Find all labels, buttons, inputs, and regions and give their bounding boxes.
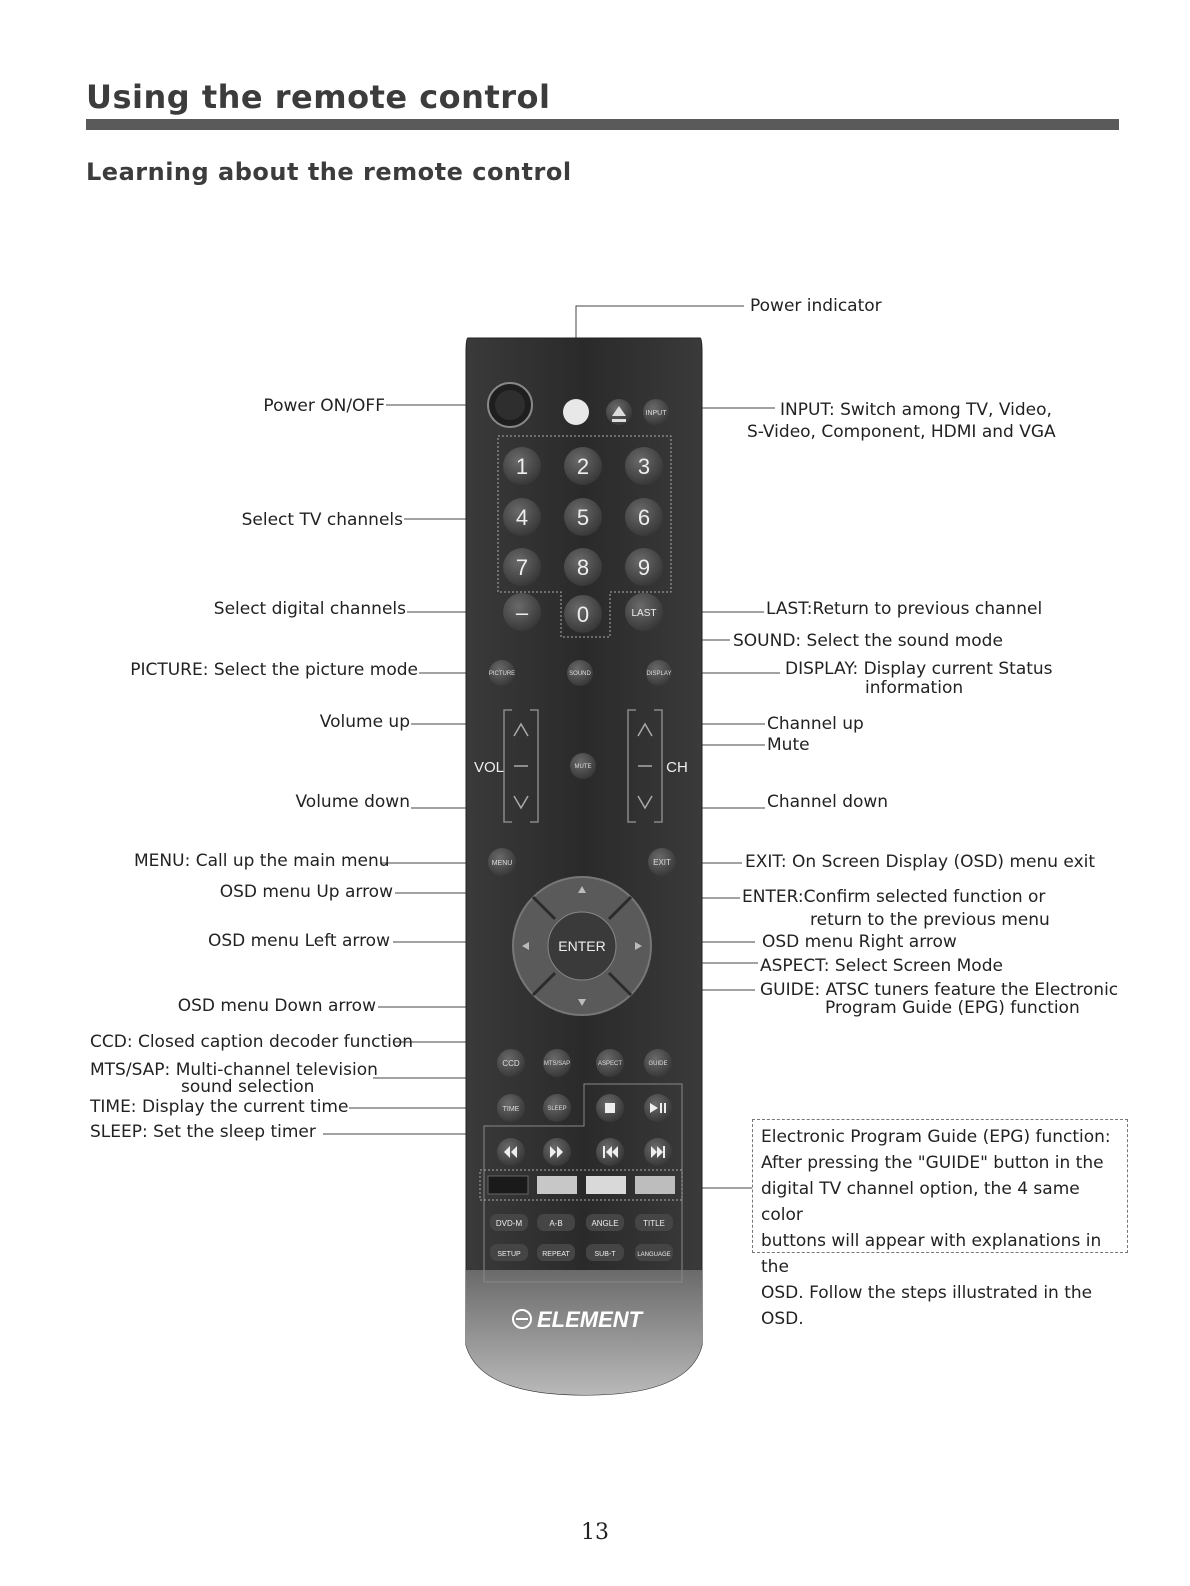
digit-dash: – xyxy=(515,600,529,625)
exit-button-label: EXIT xyxy=(653,858,671,867)
label-volume-down: Volume down xyxy=(295,792,410,812)
aspect-button-label: ASPECT xyxy=(597,1061,623,1067)
digit-5: 5 xyxy=(576,505,590,530)
label-channel-up: Channel up xyxy=(767,714,864,734)
sound-button-label: SOUND xyxy=(569,671,591,677)
label-mts-2: sound selection xyxy=(181,1077,315,1097)
digit-0: 0 xyxy=(576,602,590,627)
mtssap-button-label: MTS/SAP xyxy=(543,1061,571,1067)
label-select-digital: Select digital channels xyxy=(213,599,406,619)
power-indicator-led xyxy=(563,399,589,425)
sleep-button-label: SLEEP xyxy=(547,1106,567,1112)
section-title: Learning about the remote control xyxy=(86,158,572,186)
digit-3: 3 xyxy=(637,454,651,479)
label-display-2: information xyxy=(865,678,964,698)
label-guide-1: GUIDE: ATSC tuners feature the Electronic xyxy=(760,980,1119,1000)
label-enter-1: ENTER:Confirm selected function or xyxy=(742,887,1046,907)
label-sleep: SLEEP: Set the sleep timer xyxy=(90,1122,316,1142)
mute-button-label: MUTE xyxy=(574,764,592,770)
last-button-label: LAST xyxy=(631,608,657,619)
vol-label: VOL xyxy=(473,759,505,776)
label-guide-2: Program Guide (EPG) function xyxy=(825,998,1080,1018)
stop-icon xyxy=(605,1103,615,1113)
display-button-label: DISPLAY xyxy=(646,671,672,677)
title-button-label: TITLE xyxy=(643,1219,665,1228)
label-mute: Mute xyxy=(767,735,810,755)
label-power-onoff: Power ON/OFF xyxy=(263,396,385,416)
label-display-1: DISPLAY: Display current Status xyxy=(785,659,1053,679)
digit-6: 6 xyxy=(637,505,651,530)
repeat-button-label: REPEAT xyxy=(542,1251,570,1258)
color-button-3 xyxy=(586,1176,626,1194)
ch-label: CH xyxy=(666,759,688,776)
digit-7: 7 xyxy=(515,555,529,580)
epg-note-line: Electronic Program Guide (EPG) function: xyxy=(761,1127,1111,1147)
digit-1: 1 xyxy=(515,454,529,479)
color-button-2 xyxy=(537,1176,577,1194)
label-power-indicator: Power indicator xyxy=(750,296,882,316)
label-aspect: ASPECT: Select Screen Mode xyxy=(760,956,1003,976)
label-channel-down: Channel down xyxy=(767,792,889,812)
label-osd-right: OSD menu Right arrow xyxy=(762,932,957,952)
page-title: Using the remote control xyxy=(86,78,551,116)
color-button-4 xyxy=(635,1176,675,1194)
digit-4: 4 xyxy=(515,505,529,530)
label-input-1: INPUT: Switch among TV, Video, xyxy=(780,400,1052,420)
epg-note-box xyxy=(752,1119,1128,1329)
label-ccd: CCD: Closed caption decoder function xyxy=(90,1032,414,1052)
label-enter-2: return to the previous menu xyxy=(810,910,1050,930)
epg-note-line: OSD. Follow the steps illustrated in the OSD. xyxy=(761,1283,1093,1329)
angle-button-label: ANGLE xyxy=(591,1219,619,1228)
label-osd-left: OSD menu Left arrow xyxy=(207,931,390,951)
picture-button-label: PICTURE xyxy=(488,671,516,677)
label-last: LAST:Return to previous channel xyxy=(766,599,1043,619)
label-input-2: S-Video, Component, HDMI and VGA xyxy=(747,422,1056,442)
brand-name: ELEMENT xyxy=(537,1307,643,1332)
subt-button-label: SUB-T xyxy=(594,1251,616,1258)
time-button-label: TIME xyxy=(502,1106,520,1113)
label-picture: PICTURE: Select the picture mode xyxy=(130,660,418,680)
label-osd-up: OSD menu Up arrow xyxy=(219,882,393,902)
epg-note-line: After pressing the "GUIDE" button in the xyxy=(761,1153,1104,1173)
language-button-label: LANGUAGE xyxy=(637,1252,671,1258)
guide-button-label: GUIDE xyxy=(648,1061,668,1067)
epg-note-line: buttons will appear with explanations in the xyxy=(761,1231,1102,1277)
ab-button-label: A-B xyxy=(549,1219,563,1228)
digit-8: 8 xyxy=(576,555,590,580)
page-number: 13 xyxy=(581,1520,609,1545)
label-volume-up: Volume up xyxy=(319,712,410,732)
digit-2: 2 xyxy=(576,454,590,479)
color-button-1 xyxy=(488,1176,528,1194)
input-button-label: INPUT xyxy=(645,410,667,417)
enter-button-label: ENTER xyxy=(558,938,606,954)
label-osd-down: OSD menu Down arrow xyxy=(177,996,376,1016)
label-exit: EXIT: On Screen Display (OSD) menu exit xyxy=(745,852,1096,872)
ccd-button-label: CCD xyxy=(502,1059,520,1068)
label-select-tv: Select TV channels xyxy=(241,510,403,530)
label-sound: SOUND: Select the sound mode xyxy=(733,631,1003,651)
menu-button-label: MENU xyxy=(491,860,513,867)
epg-note-line: digital TV channel option, the 4 same color xyxy=(761,1179,1080,1225)
setup-button-label: SETUP xyxy=(497,1251,521,1258)
dvdm-button-label: DVD-M xyxy=(495,1219,523,1228)
label-mts-1: MTS/SAP: Multi-channel television xyxy=(90,1060,378,1080)
label-time: TIME: Display the current time xyxy=(90,1097,349,1117)
digit-9: 9 xyxy=(637,555,651,580)
label-menu: MENU: Call up the main menu xyxy=(134,851,390,871)
